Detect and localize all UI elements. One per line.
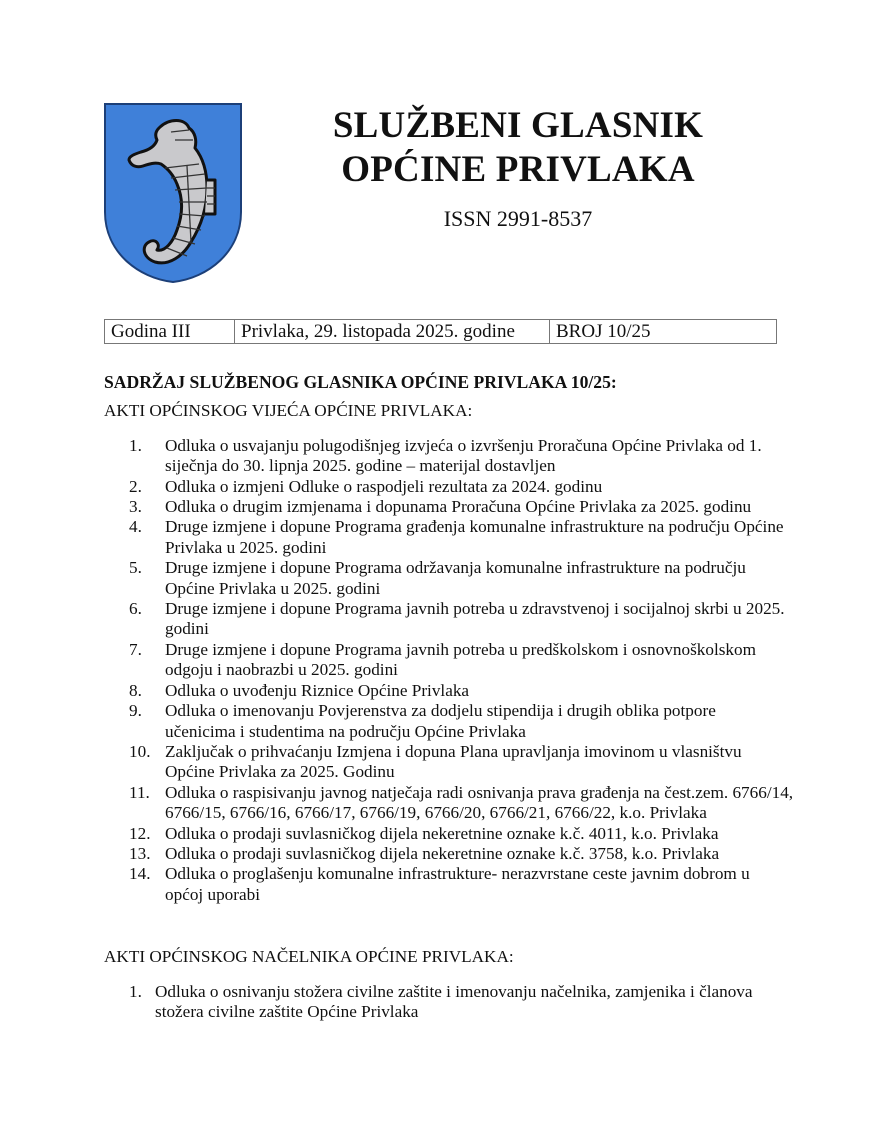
- section-heading-mayor: AKTI OPĆINSKOG NAČELNIKA OPĆINE PRIVLAKA:: [104, 947, 514, 967]
- masthead: [300, 104, 736, 232]
- item-text: Odluka o uvođenju Riznice Općine Privlaka: [165, 680, 470, 700]
- item-text: Zaključak o prihvaćanju Izmjena i dopuna Plana upravljanja imovinom u vlasništvu Općine Privlaka za 2025. Godinu: [165, 741, 742, 782]
- item-text: Odluka o imenovanju Povjerenstva za dodjelu stipendija i drugih oblika potpore učenicima i studentima na području Općine Privlaka: [165, 701, 716, 741]
- item-text: Druge izmjene i dopune Programa javnih potreba u zdravstvenoj i socijalnoj skrbi u 2025. godini: [165, 599, 785, 639]
- coat-of-arms-seahorse-icon: [103, 102, 243, 284]
- list-item: [104, 982, 804, 1023]
- item-text: Odluka o osnivanju stožera civilne zaštite i imenovanju načelnika, zamjenika i članova stožera civilne zaštite Općine Privlaka: [155, 981, 753, 1021]
- item-number: 13.: [129, 843, 151, 863]
- item-text: Odluka o izmjeni Odluke o raspodjeli rezultata za 2024. godinu: [165, 476, 603, 496]
- item-number: 7.: [129, 639, 142, 659]
- list-item: [104, 599, 804, 640]
- item-number: 6.: [129, 599, 142, 619]
- item-number: 9.: [129, 701, 142, 721]
- section-heading-council: AKTI OPĆINSKOG VIJEĆA OPĆINE PRIVLAKA:: [104, 401, 473, 421]
- item-text: Odluka o raspisivanju javnog natječaja radi osnivanja prava građenja na čest.zem. 6766/14, 6766/15, 6766/16, 6766/17, 6766/19, 6766/20, 6766/21, 6766/22, k.o. Privlaka: [165, 782, 794, 823]
- list-item: [104, 558, 804, 599]
- item-text: Druge izmjene i dopune Programa javnih potreba u predškolskom i osnovnoškolskom odgoju i naobrazbi u 2025. godini: [165, 639, 756, 680]
- list-item: [104, 742, 804, 783]
- item-text: Odluka o drugim izmjenama i dopunama Proračuna Općine Privlaka za 2025. godinu: [165, 497, 752, 517]
- mayor-acts-list: [104, 982, 804, 1023]
- place-date-cell: Privlaka, 29. listopada 2025. godine: [235, 320, 550, 344]
- list-item: [104, 477, 804, 497]
- item-number: 12.: [129, 823, 151, 843]
- item-number: 1.: [129, 981, 142, 1001]
- list-item: [104, 436, 804, 477]
- issue-info-table: [104, 319, 777, 344]
- title-line-2: OPĆINE PRIVLAKA: [341, 149, 695, 190]
- issue-info-row: [105, 320, 777, 344]
- list-item: [104, 517, 804, 558]
- item-text: Odluka o usvajanju polugodišnjeg izvjeća o izvršenju Proračuna Općine Privlaka od 1. siječnja do 30. lipnja 2025. godine – materijal dostavljen: [165, 435, 762, 476]
- list-item: [104, 824, 804, 844]
- table-of-contents: [104, 372, 804, 1022]
- issn-number: ISSN 2991-8537: [443, 206, 593, 231]
- list-item: [104, 497, 804, 517]
- title-line-1: SLUŽBENI GLASNIK: [332, 105, 704, 146]
- list-item: [104, 864, 804, 905]
- item-text: Druge izmjene i dopune Programa građenja komunalne infrastrukture na području Općine Privlaka u 2025. godini: [165, 517, 784, 557]
- item-text: Odluka o proglašenju komunalne infrastrukture- nerazvrstane ceste javnim dobrom u općoj uporabi: [165, 864, 750, 904]
- council-acts-list: [104, 436, 804, 905]
- item-text: Druge izmjene i dopune Programa održavanja komunalne infrastrukture na području Općine Privlaka u 2025. godini: [165, 558, 746, 598]
- item-number: 3.: [129, 497, 142, 517]
- item-number: 10.: [129, 741, 151, 761]
- list-item: [104, 681, 804, 701]
- item-number: 11.: [129, 782, 150, 802]
- item-number: 5.: [129, 558, 142, 578]
- contents-heading: SADRŽAJ SLUŽBENOG GLASNIKA OPĆINE PRIVLAKA 10/25:: [104, 372, 617, 392]
- list-item: [104, 844, 804, 864]
- item-number: 8.: [129, 680, 142, 700]
- item-text: Odluka o prodaji suvlasničkog dijela nekeretnine oznake k.č. 3758, k.o. Privlaka: [165, 843, 720, 863]
- year-cell: Godina III: [105, 320, 235, 344]
- item-number: 14.: [129, 864, 151, 884]
- item-number: 4.: [129, 517, 142, 537]
- list-item: [104, 783, 804, 824]
- item-text: Odluka o prodaji suvlasničkog dijela nekeretnine oznake k.č. 4011, k.o. Privlaka: [165, 823, 719, 843]
- list-item: [104, 640, 804, 681]
- item-number: 1.: [129, 435, 142, 455]
- list-item: [104, 701, 804, 742]
- item-number: 2.: [129, 476, 142, 496]
- issue-number-cell: BROJ 10/25: [550, 320, 777, 344]
